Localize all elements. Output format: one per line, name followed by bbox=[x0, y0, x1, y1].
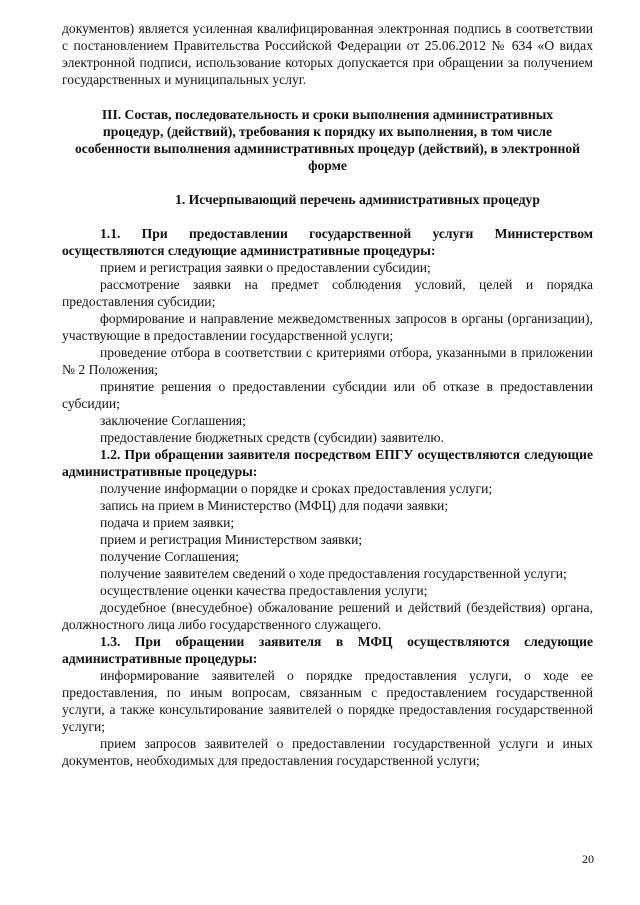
subsection-title: 1. Исчерпывающий перечень административных процедур bbox=[175, 192, 540, 207]
list-item: прием и регистрация заявки о предоставлении субсидии; bbox=[100, 260, 431, 275]
list-item: информирование заявителей о порядке предоставления услуги, о ходе ее предоставления, по иным вопросам, связанным с предоставлением государственной услуги, а также консультирование заявителей о порядке предоставления государственной услуги; bbox=[62, 668, 593, 734]
list-item: подача и прием заявки; bbox=[100, 515, 235, 530]
list-item: прием запросов заявителей о предоставлении государственной услуги и иных документов, необходимых для предоставления государственной услуги; bbox=[62, 736, 593, 768]
list-item: получение заявителем сведений о ходе предоставления государственной услуги; bbox=[100, 566, 567, 581]
list-item: рассмотрение заявки на предмет соблюдения условий, целей и порядка предоставления субсидии; bbox=[62, 277, 593, 309]
list-item: получение информации о порядке и сроках предоставления услуги; bbox=[100, 481, 493, 496]
list-item: предоставление бюджетных средств (субсидии) заявителю. bbox=[100, 430, 444, 445]
clause-1-1-heading: 1.1. При предоставлении государственной услуги Министерством осуществляются следующие административные процедуры: bbox=[62, 226, 593, 258]
list-item: прием и регистрация Министерством заявки; bbox=[100, 532, 363, 547]
list-item: досудебное (внесудебное) обжалование решений и действий (бездействия) органа, должностного лица либо государственного служащего. bbox=[62, 600, 593, 632]
clause-1-3-heading: 1.3. При обращении заявителя в МФЦ осуществляются следующие административные процедуры: bbox=[62, 634, 593, 666]
list-item: запись на прием в Министерство (МФЦ) для подачи заявки; bbox=[100, 498, 449, 513]
document-page bbox=[62, 20, 593, 769]
list-item: формирование и направление межведомственных запросов в органы (организации), участвующие в предоставлении государственной услуги; bbox=[62, 311, 593, 343]
list-item: принятие решения о предоставлении субсидии или об отказе в предоставлении субсидии; bbox=[62, 379, 593, 411]
list-item: заключение Соглашения; bbox=[100, 413, 246, 428]
list-item: получение Соглашения; bbox=[100, 549, 239, 564]
list-item: осуществление оценки качества предоставления услуги; bbox=[100, 583, 428, 598]
clause-1-2-heading: 1.2. При обращении заявителя посредством ЕПГУ осуществляются следующие административные процедуры: bbox=[62, 447, 593, 479]
section-title: III. Состав, последовательность и сроки выполнения административных процедур, (действий), требования к порядку их выполнения, в том числе особенности выполнения административных процедур (действий), в электронной форме bbox=[75, 107, 580, 173]
page-number: 20 bbox=[582, 852, 594, 866]
list-item: проведение отбора в соответствии с критериями отбора, указанными в приложении № 2 Положения; bbox=[62, 345, 593, 377]
intro-paragraph: документов) является усиленная квалифицированная электронная подпись в соответствии с постановлением Правительства Российской Федерации от 25.06.2012 № 634 «О видах электронной подписи, использование которых допускается при обращении за получением государственных и муниципальных услуг. bbox=[62, 21, 593, 87]
